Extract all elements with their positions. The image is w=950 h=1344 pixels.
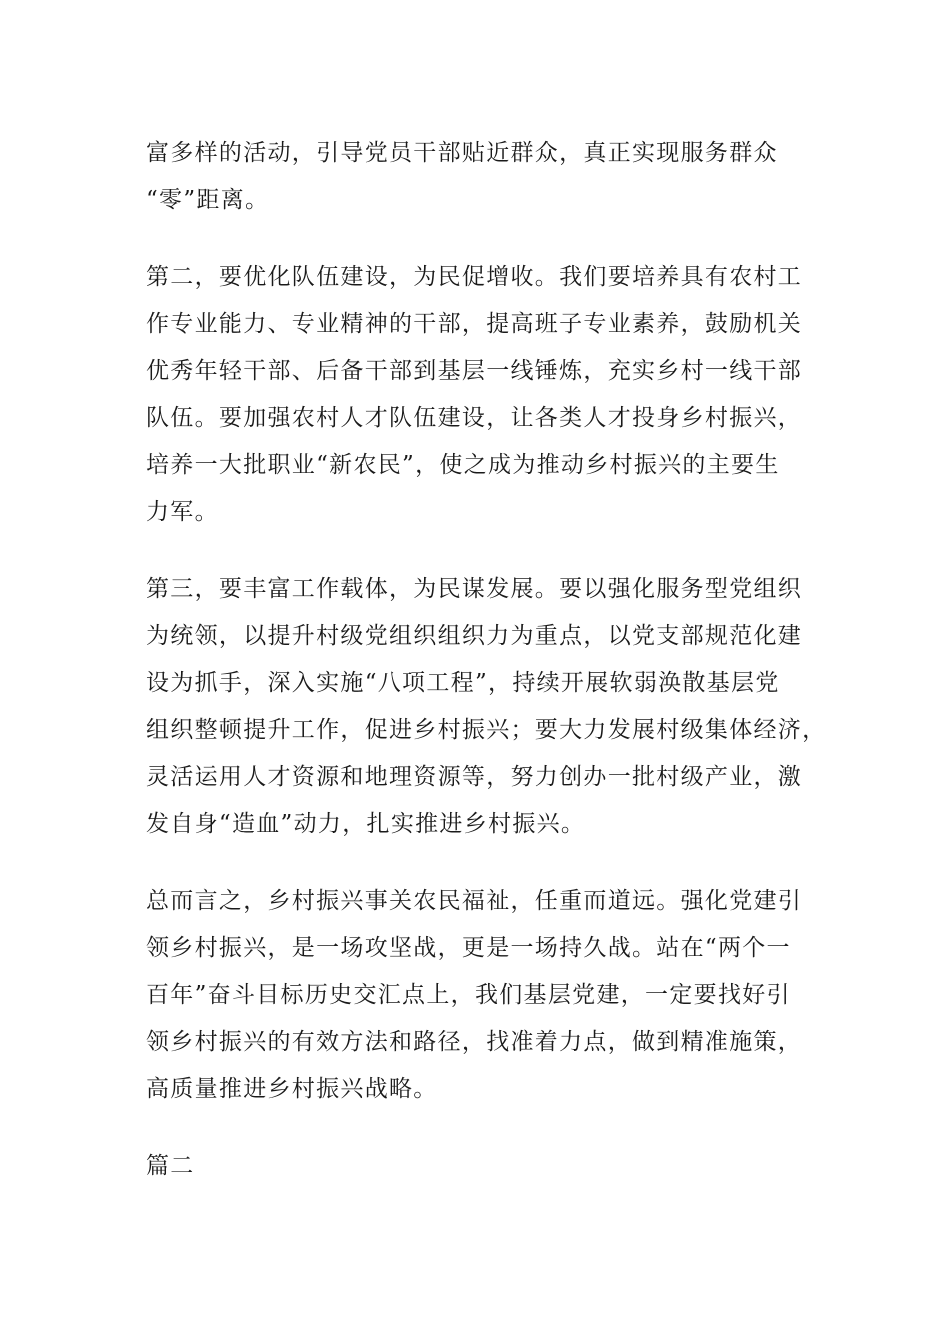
section-heading: 篇二 bbox=[146, 1153, 195, 1179]
section-heading-part-two bbox=[146, 1143, 806, 1190]
text-line: 优秀年轻干部、后备干部到基层一线锤炼，充实乡村一线干部 bbox=[146, 358, 803, 384]
text-line: 总而言之，乡村振兴事关农民福祉，任重而道远。强化党建引 bbox=[146, 888, 803, 914]
text-line: 设为抓手，深入实施“八项工程”，持续开展软弱涣散基层党 bbox=[146, 670, 780, 696]
text-line: 灵活运用人才资源和地理资源等，努力创办一批村级产业，激 bbox=[146, 764, 803, 790]
text-line: 力军。 bbox=[146, 499, 219, 525]
text-line: 培养一大批职业“新农民”，使之成为推动乡村振兴的主要生 bbox=[146, 452, 780, 478]
text-line: 领乡村振兴的有效方法和路径，找准着力点，做到精准施策， bbox=[146, 1029, 803, 1055]
text-line: 第二，要优化队伍建设，为民促增收。我们要培养具有农村工 bbox=[146, 264, 803, 290]
paragraph-work-carriers bbox=[146, 566, 827, 848]
text-line: “零”距离。 bbox=[146, 187, 270, 213]
text-line: 组织整顿提升工作，促进乡村振兴；要大力发展村级集体经济， bbox=[146, 717, 827, 743]
document-body bbox=[146, 130, 827, 1190]
paragraph-conclusion bbox=[146, 878, 806, 1113]
text-line: 领乡村振兴，是一场攻坚战，更是一场持久战。站在“两个一 bbox=[146, 935, 791, 961]
paragraph-service-masses bbox=[146, 130, 806, 224]
text-line: 队伍。要加强农村人才队伍建设，让各类人才投身乡村振兴， bbox=[146, 405, 803, 431]
text-line: 百年”奋斗目标历史交汇点上，我们基层党建，一定要找好引 bbox=[146, 982, 791, 1008]
paragraph-team-building bbox=[146, 254, 806, 536]
text-line: 富多样的活动，引导党员干部贴近群众，真正实现服务群众 bbox=[146, 140, 778, 166]
text-line: 第三，要丰富工作载体，为民谋发展。要以强化服务型党组织 bbox=[146, 576, 803, 602]
text-line: 高质量推进乡村振兴战略。 bbox=[146, 1076, 438, 1102]
text-line: 为统领，以提升村级党组织组织力为重点，以党支部规范化建 bbox=[146, 623, 803, 649]
text-line: 发自身“造血”动力，扎实推进乡村振兴。 bbox=[146, 811, 586, 837]
text-line: 作专业能力、专业精神的干部，提高班子专业素养，鼓励机关 bbox=[146, 311, 803, 337]
